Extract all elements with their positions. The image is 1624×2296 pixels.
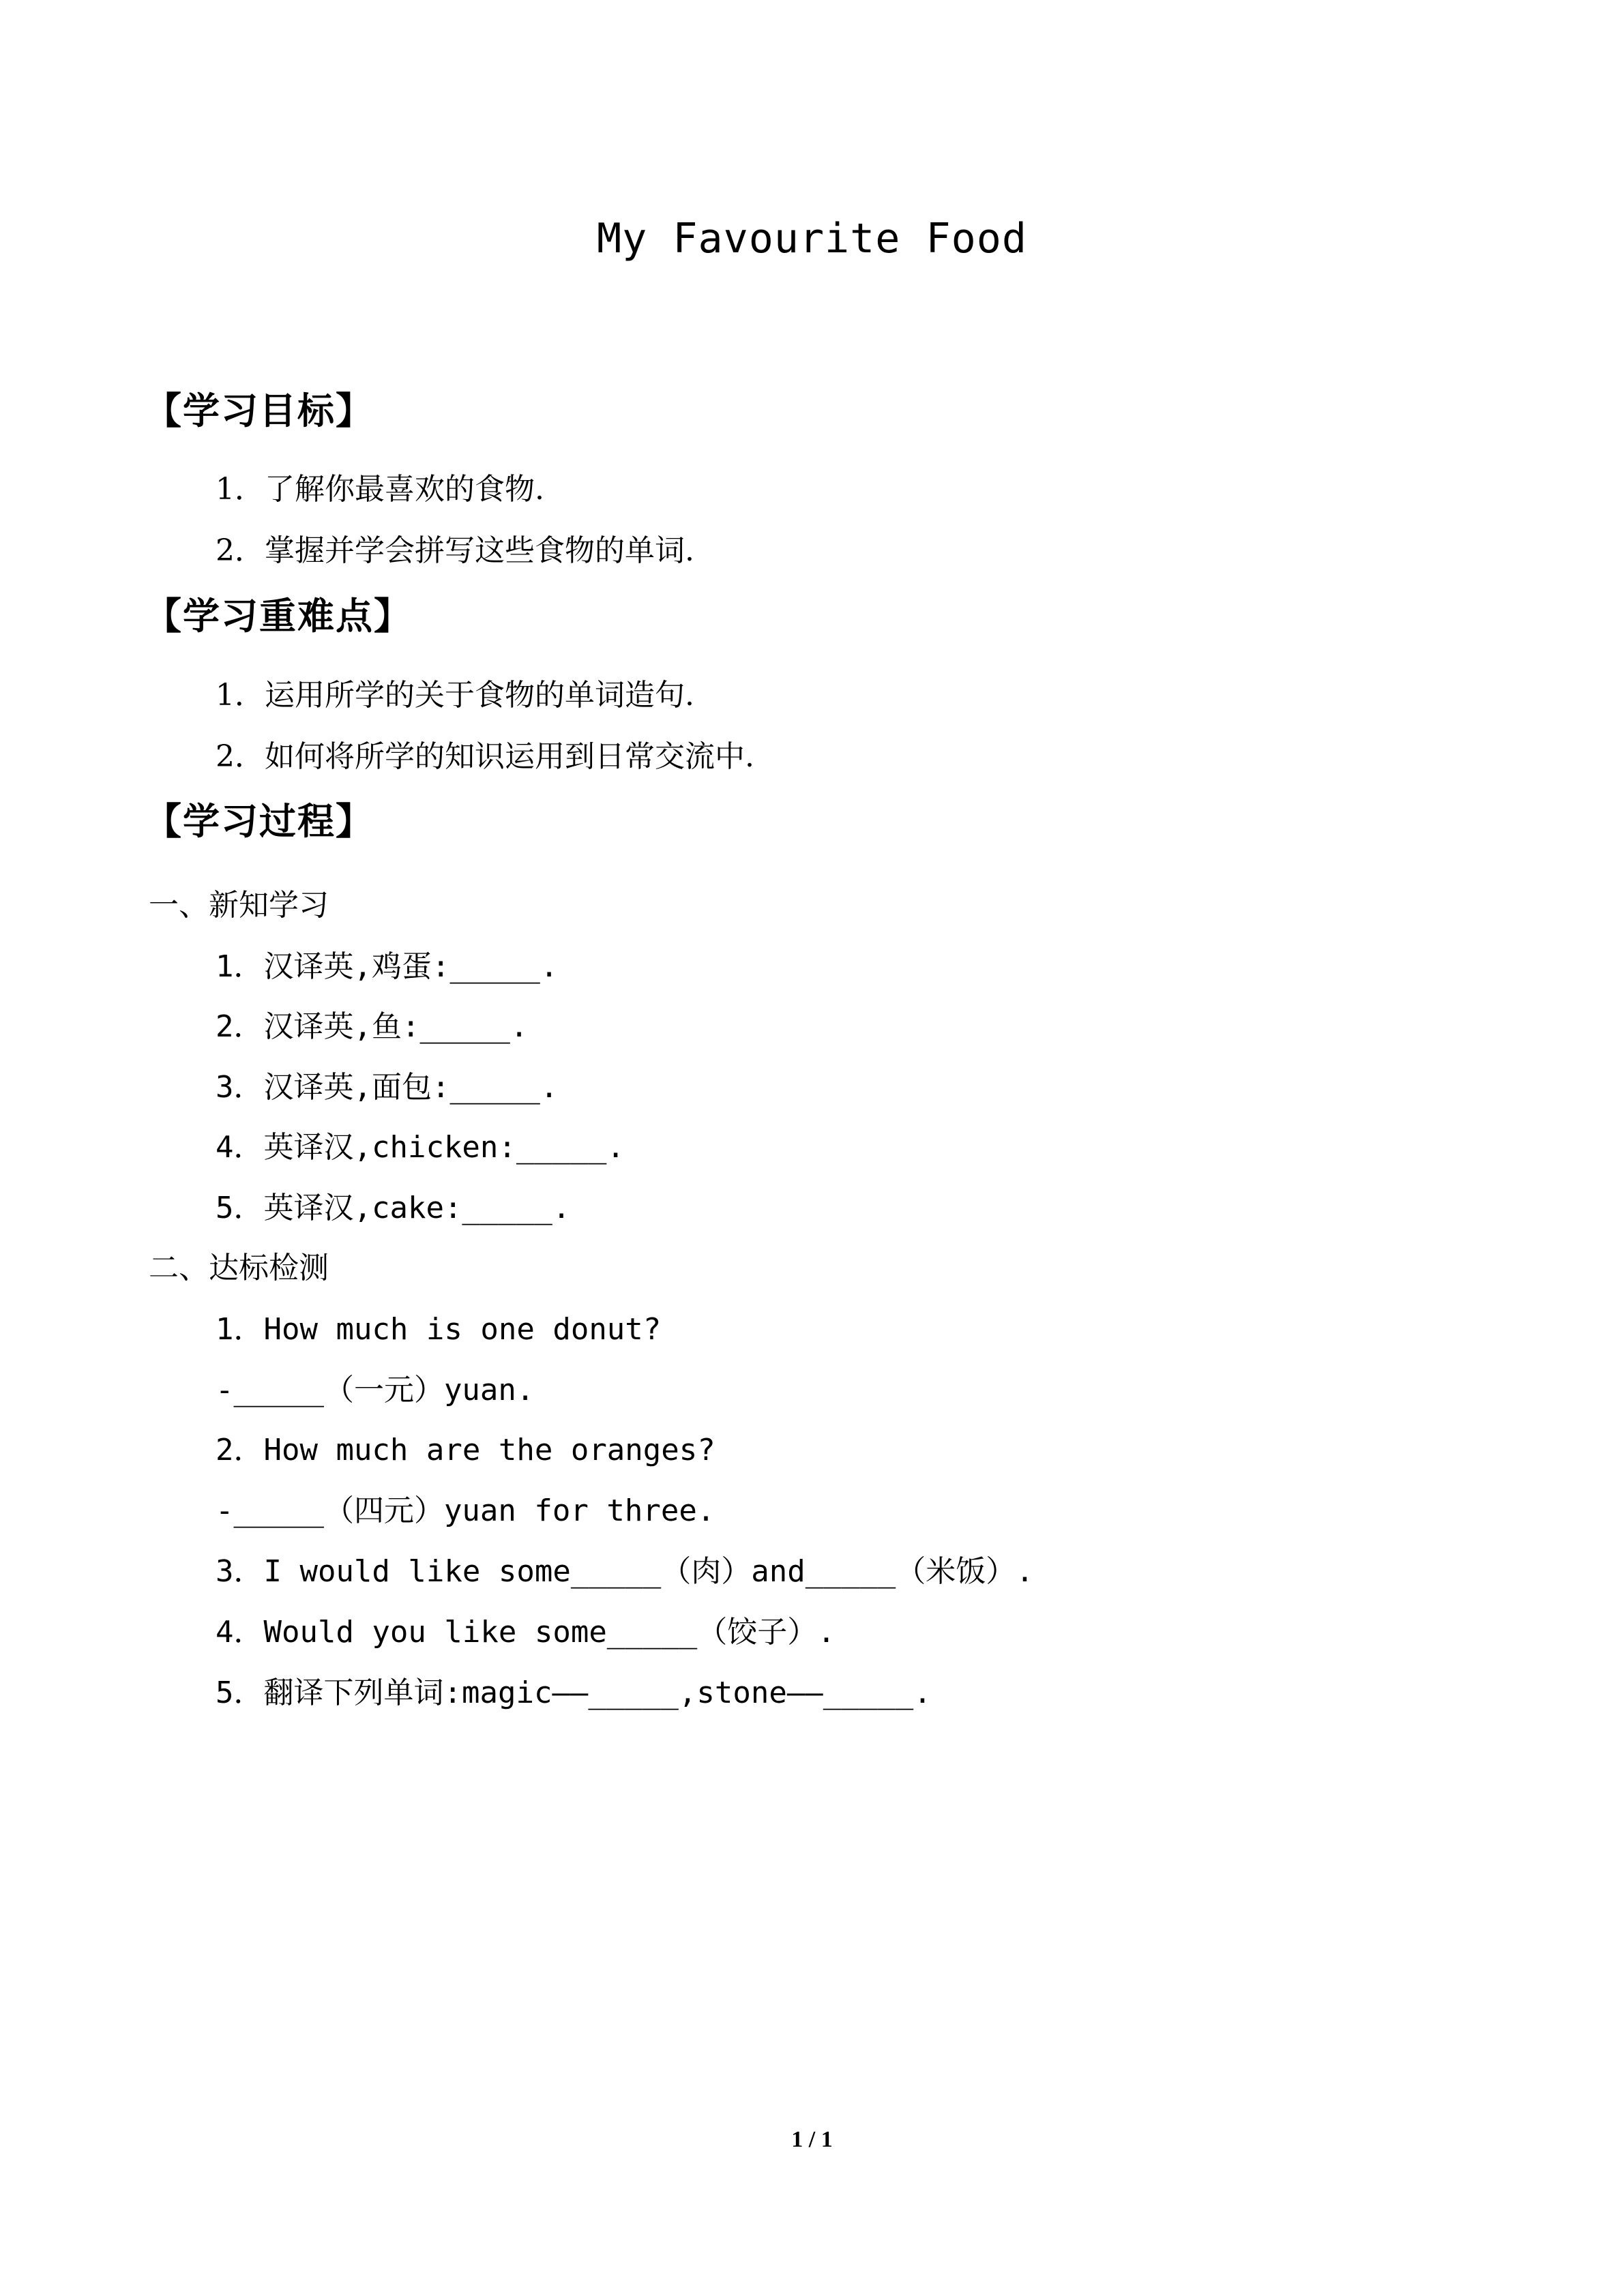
exercise-item: 2．汉译英,鱼:_____. — [216, 1009, 529, 1044]
objective-item-2: 2．掌握并学会拼写这些食物的单词. — [216, 533, 694, 568]
assessment-answer-line: -_____（四元）yuan for three. — [216, 1493, 715, 1528]
section-heading-process: 【学习过程】 — [145, 800, 374, 843]
section-heading-objectives: 【学习目标】 — [145, 389, 374, 432]
assessment-answer-line: -_____（一元）yuan. — [216, 1373, 535, 1407]
part-label-new-knowledge: 一、新知学习 — [149, 888, 329, 923]
assessment-item: 1．How much is one donut? — [216, 1312, 662, 1347]
assessment-item: 4．Would you like some_____（饺子）. — [216, 1615, 836, 1650]
exercise-item: 3．汉译英,面包:_____. — [216, 1070, 559, 1105]
key-point-item-1: 1．运用所学的关于食物的单词造句. — [216, 678, 694, 713]
exercise-item: 5．英译汉,cake:_____. — [216, 1191, 571, 1225]
exercise-item: 1．汉译英,鸡蛋:_____. — [216, 949, 559, 984]
key-point-item-2: 2．如何将所学的知识运用到日常交流中. — [216, 739, 754, 774]
section-heading-key-points: 【学习重难点】 — [145, 595, 412, 638]
assessment-item: 5．翻译下列单词:magic——_____,stone——_____. — [216, 1675, 932, 1710]
part-label-assessment: 二、达标检测 — [149, 1251, 329, 1285]
exercise-item: 4．英译汉,chicken:_____. — [216, 1130, 625, 1165]
assessment-item: 3．I would like some_____（肉）and_____（米饭）. — [216, 1554, 1034, 1589]
assessment-item: 2．How much are the oranges? — [216, 1433, 715, 1467]
page-number: 1 / 1 — [791, 2127, 833, 2152]
objective-item-1: 1．了解你最喜欢的食物. — [216, 472, 544, 507]
document-title: My Favourite Food — [596, 215, 1028, 263]
